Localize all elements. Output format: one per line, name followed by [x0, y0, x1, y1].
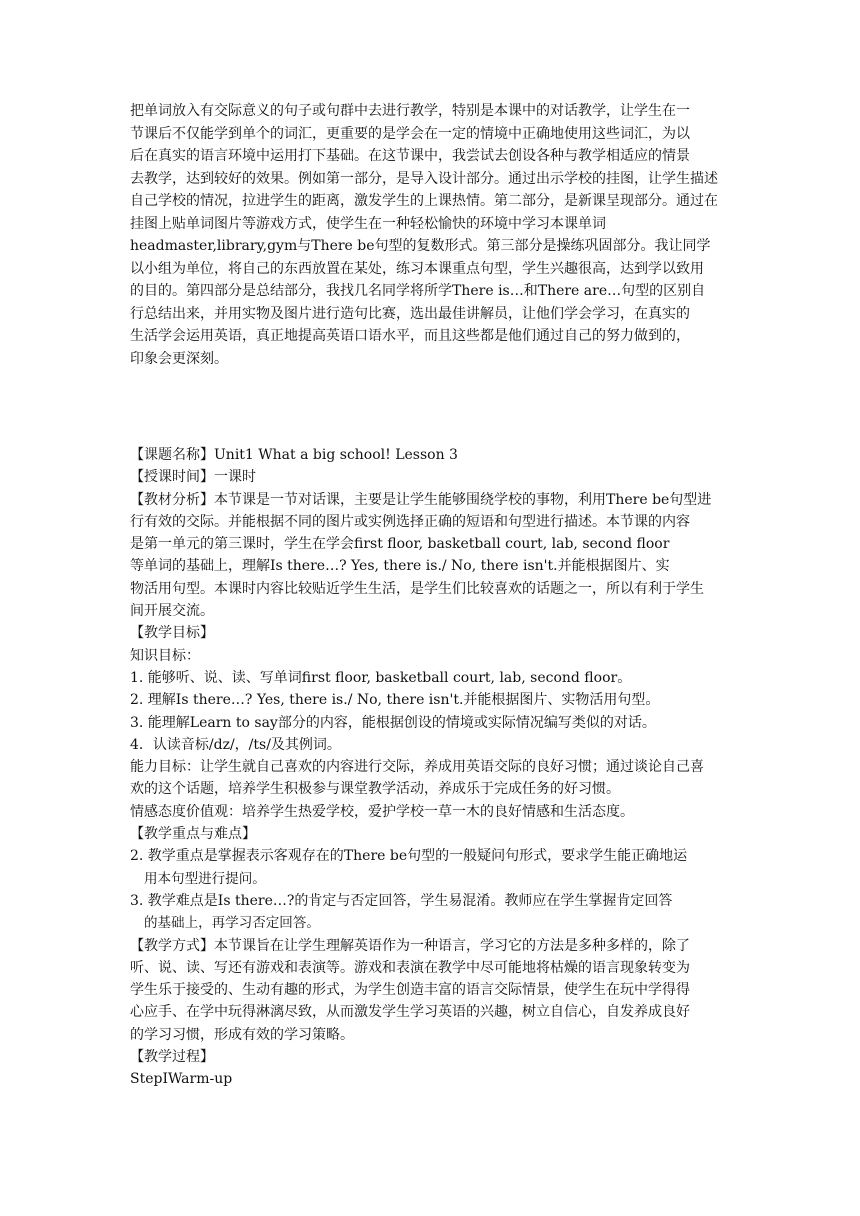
text-line: 生活学会运用英语，真正地提高英语口语水平，而且这些都是他们通过自己的努力做到的， — [130, 328, 690, 344]
text-line: 自己学校的情况，拉进学生的距离，激发学生的上课热情。第二部分，是新课呈现部分。通过在 — [130, 193, 718, 209]
section-heading: 【教学重点与难点】 — [130, 826, 256, 843]
text-line: 的学习习惯，形成有效的学习策略。 — [130, 1026, 354, 1043]
document-page — [130, 100, 732, 1088]
list-item: 1. 能够听、说、读、写单词first floor, basketball court, lab, second floor。 — [130, 669, 632, 686]
text-line: headmaster,library,gym与There be句型的复数形式。第三部分是操练巩固部分。我让同学 — [130, 238, 711, 254]
text-line: 把单词放入有交际意义的句子或句群中去进行教学，特别是本课中的对话教学，让学生在一 — [130, 103, 690, 119]
text-line: 欢的这个话题，培养学生积极参与课堂教学活动，养成乐于完成任务的好习惯。 — [130, 781, 620, 798]
text-line: 情感态度价值观：培养学生热爱学校，爱护学校一草一木的良好情感和生活态度。 — [130, 803, 634, 820]
step-heading: StepⅠWarm-up — [130, 1071, 233, 1088]
text-line: 去教学，达到较好的效果。例如第一部分，是导入设计部分。通过出示学校的挂图，让学生描述 — [130, 170, 718, 187]
text-line: 以小组为单位，将自己的东西放置在某处，练习本课重点句型，学生兴趣很高，达到学以致用 — [130, 260, 704, 277]
text-line: 学生乐于接受的、生动有趣的形式，为学生创造丰富的语言交际情景，使学生在玩中学得得 — [130, 982, 690, 999]
text-line: 后在真实的语言环境中运用打下基础。在这节课中，我尝试去创设各种与教学相适应的情景 — [130, 148, 690, 164]
text-line: 节课后不仅能学到单个的词汇，更重要的是学会在一定的情境中正确地使用这些词汇，为以 — [130, 125, 690, 142]
text-line: 等单词的基础上，理解Is there…? Yes, there is./ No, there isn't.并能根据图片、实 — [130, 558, 670, 575]
text-line: 是第一单元的第三课时，学生在学会first floor, basketball court, lab, second floor — [130, 536, 670, 553]
text-line: 间开展交流。 — [130, 603, 214, 620]
section-heading: 【教学目标】 — [130, 625, 214, 642]
text-line: 物活用句型。本课时内容比较贴近学生生活，是学生们比较喜欢的话题之一，所以有利于学生 — [130, 580, 704, 597]
section-heading: 【教学过程】 — [130, 1049, 214, 1066]
text-line: 挂图上贴单词图片等游戏方式，使学生在一种轻松愉快的环境中学习本课单词 — [130, 215, 606, 232]
text-line: 印象会更深刻。 — [130, 350, 228, 367]
list-item: 2. 教学重点是掌握表示客观存在的There be句型的一般疑问句形式，要求学生能正确地运 — [130, 848, 688, 865]
lesson-plan-section — [130, 444, 732, 1091]
text-line: 【教材分析】本节课是一节对话课，主要是让学生能够围绕学校的事物，利用There be句型进 — [130, 491, 712, 508]
list-item: 3. 能理解Learn to say部分的内容，能根据创设的情境或实际情况编写类似的对话。 — [130, 714, 656, 731]
text-line: 能力目标：让学生就自己喜欢的内容进行交际，养成用英语交际的良好习惯；通过谈论自己喜 — [130, 759, 704, 776]
list-item: 3. 教学难点是Is there…?的肯定与否定回答，学生易混淆。教师应在学生掌握肯定回答 — [130, 892, 673, 909]
text-line: 的目的。第四部分是总结部分，我找几名同学将所学There is…和There are…句型的区别自 — [130, 283, 706, 299]
text-line: 行有效的交际。并能根据不同的图片或实例选择正确的短语和句型进行描述。本节课的内容 — [130, 513, 690, 530]
list-item: 4．认读音标/dz/，/ts/及其例词。 — [130, 736, 341, 753]
list-item-continuation: 用本句型进行提问。 — [144, 870, 266, 887]
lesson-title: 【课题名称】Unit1 What a big school! Lesson 3 — [130, 447, 458, 463]
list-item: 2. 理解Is there…? Yes, there is./ No, there isn't.并能根据图片、实物活用句型。 — [130, 692, 660, 709]
text-line: 心应手、在学中玩得淋漓尽致，从而激发学生学习英语的兴趣，树立自信心，自发养成良好 — [130, 1004, 690, 1021]
text-line: 知识目标： — [130, 647, 200, 664]
text-line: 听、说、读、写还有游戏和表演等。游戏和表演在教学中尽可能地将枯燥的语言现象转变为 — [130, 959, 690, 976]
text-line: 行总结出来，并用实物及图片进行造句比赛，选出最佳讲解员，让他们学会学习，在真实的 — [130, 305, 690, 322]
text-line: 【教学方式】本节课旨在让学生理解英语作为一种语言，学习它的方法是多种多样的，除了 — [130, 937, 690, 954]
lesson-duration: 【授课时间】一课时 — [130, 469, 256, 486]
list-item-continuation: 的基础上，再学习否定回答。 — [144, 915, 320, 932]
reflection-paragraph — [130, 100, 732, 370]
